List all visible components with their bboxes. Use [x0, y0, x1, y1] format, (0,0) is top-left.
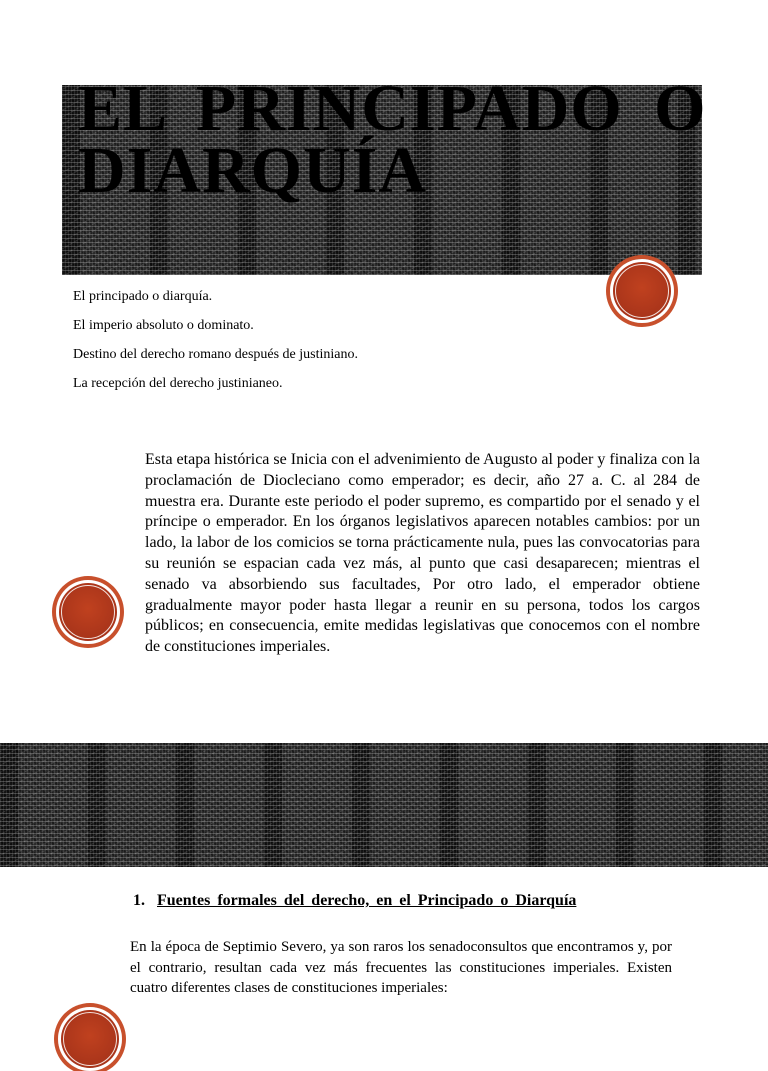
outline-item: Destino del derecho romano después de justiniano.	[73, 347, 358, 362]
outline-list	[73, 282, 358, 398]
slide-title	[0, 0, 768, 430]
outline-item: El imperio absoluto o dominato.	[73, 318, 254, 333]
slide-principado-description	[0, 430, 768, 867]
outline-item: La recepción del derecho justinianeo.	[73, 376, 283, 391]
heading-text: Fuentes formales del derecho, en el Principado o Diarquía	[157, 892, 577, 909]
heading-number: 1.	[133, 892, 145, 909]
slide-title-heading: EL PRINCIPADO O DIARQUÍA	[78, 72, 707, 207]
slide-fuentes-formales	[0, 867, 768, 1024]
texture-band	[0, 743, 768, 870]
section-heading	[133, 892, 576, 910]
section-paragraph: En la época de Septimio Severo, ya son raros los senadoconsultos que encontramos y, por el contrario, resultan cada vez más frecuentes las constituciones imperiales. Existen cuatro diferentes clases de constituciones imperiales:	[130, 939, 672, 996]
red-circle-decoration	[610, 259, 674, 323]
body-paragraph: Esta etapa histórica se Inicia con el advenimiento de Augusto al poder y finaliza con la proclamación de Diocleciano como emperador; es decir, año 27 a. C. al 284 de muestra era. Durante este periodo el poder supremo, es compartido por el senado y el príncipe o emperador. En los órganos legislativos aparecen notables cambios: por un lado, la labor de los comicios se torna prácticamente nula, pues las convocatorias para su reunión se espacian cada vez más, al punto que casi desaparecen; mientras el senado va absorbiendo sus facultades, Por otro lado, el emperador obtiene gradualmente mayor poder hasta llegar a reunir en su persona, todos los cargos públicos; en consecuencia, emite medidas legislativas que conocemos con el nombre de constituciones imperiales.	[145, 451, 700, 656]
red-circle-decoration	[58, 1007, 122, 1071]
outline-item: El principado o diarquía.	[73, 289, 213, 304]
red-circle-decoration	[56, 580, 120, 644]
